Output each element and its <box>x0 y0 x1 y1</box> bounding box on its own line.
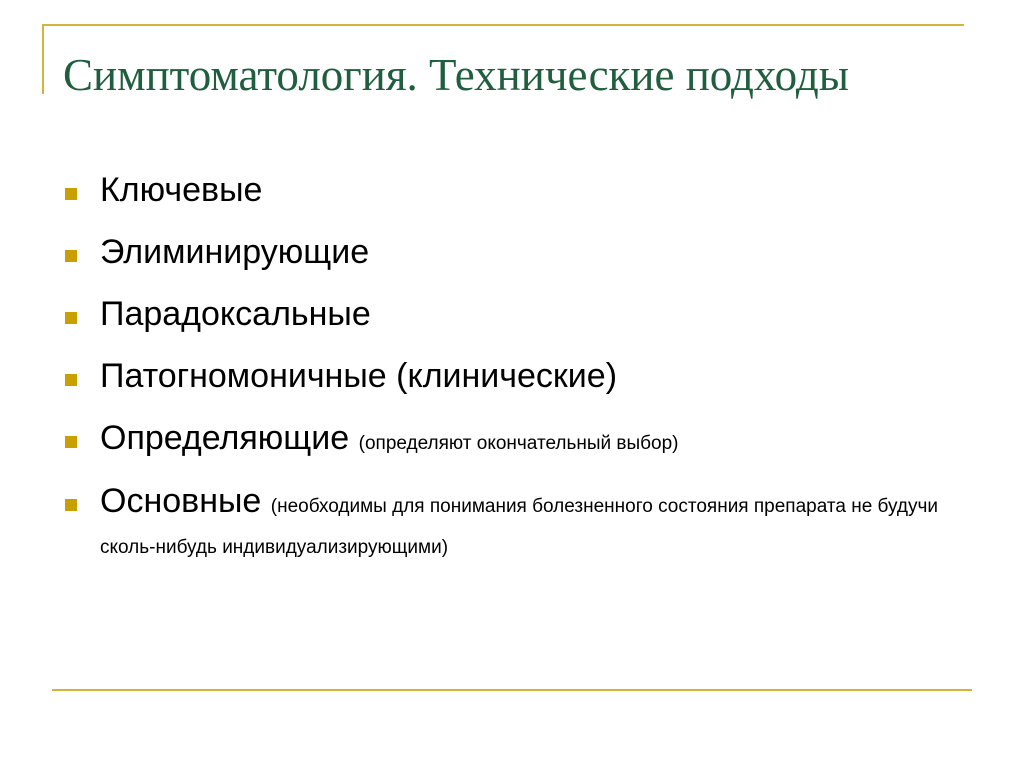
bullet-item <box>63 481 943 563</box>
bullet-item <box>63 170 943 210</box>
slide-title: Симптоматология. Технические подходы <box>63 50 850 100</box>
bullet-text: Определяющие <box>100 419 350 457</box>
bullet-item <box>63 418 943 459</box>
bullet-item <box>63 356 943 396</box>
bullet-text: Патогномоничные (клинические) <box>100 357 618 395</box>
bullet-text: Основные <box>100 482 262 520</box>
bullet-note: (определяют окончательный выбор) <box>358 433 679 454</box>
bullet-square-icon <box>65 188 77 200</box>
bullet-square-icon <box>65 312 77 324</box>
bullet-note: (необходимы для понимания болезненного состояния препарата не будучи сколь-нибудь индивидуализирующими) <box>100 496 938 558</box>
bullet-square-icon <box>65 374 77 386</box>
frame-top-line <box>42 24 964 26</box>
bullet-square-icon <box>65 250 77 262</box>
bullet-item <box>63 232 943 272</box>
bullet-text: Ключевые <box>100 171 263 209</box>
bullet-square-icon <box>65 436 77 448</box>
bullet-list <box>63 170 943 563</box>
bullet-text: Элиминирующие <box>100 233 370 271</box>
frame-left-line <box>42 24 44 94</box>
bullet-item <box>63 294 943 334</box>
bullet-text: Парадоксальные <box>100 295 371 333</box>
bullet-square-icon <box>65 499 77 511</box>
frame-bottom-line <box>52 689 972 691</box>
